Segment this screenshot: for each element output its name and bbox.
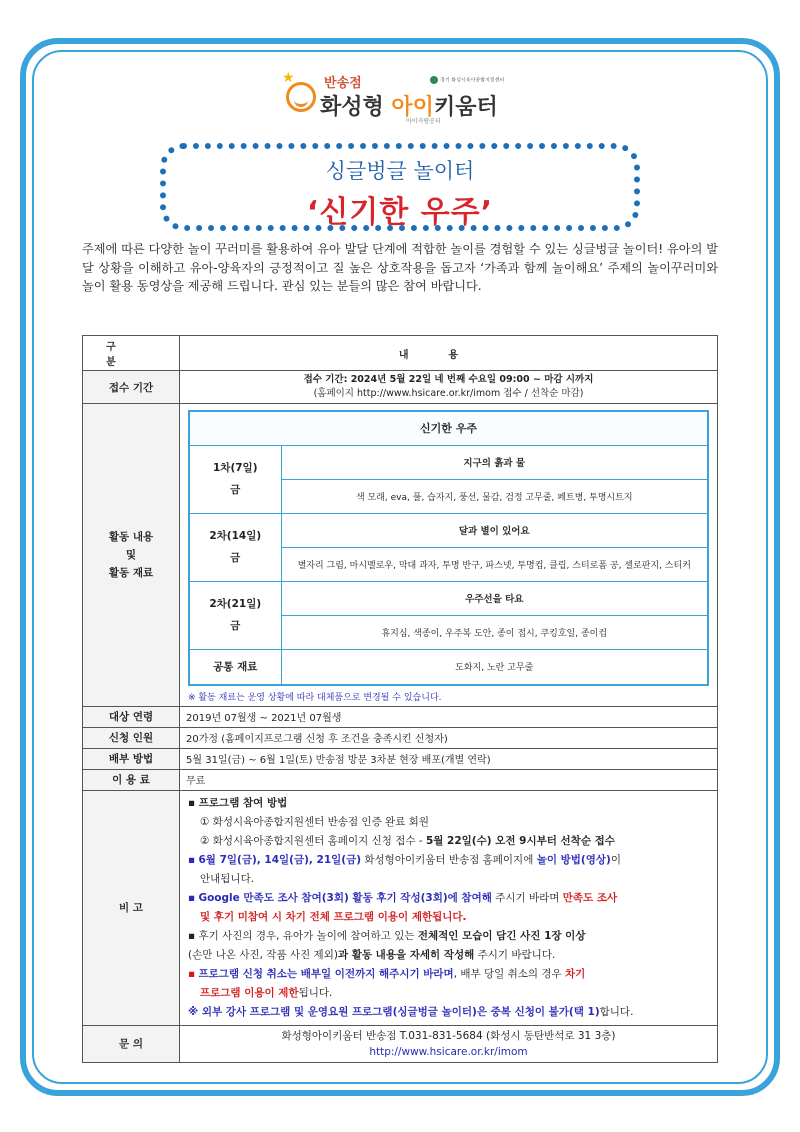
- round-materials: 별자리 그림, 마시멜로우, 막대 과자, 투명 반구, 파스넷, 투명컵, 클립, 스티로폼 공, 셀로판지, 스티커: [281, 547, 708, 581]
- table-row: [83, 706, 718, 727]
- common-label: 공통 재료: [189, 649, 281, 685]
- round-day: 금: [230, 484, 241, 496]
- title-main: ‘신기한 우주’: [306, 195, 494, 230]
- common-materials: 도화지, 노란 고무줄: [281, 649, 708, 685]
- logo-tagline: 아이자람공터: [406, 118, 441, 125]
- table-row: [83, 769, 718, 790]
- center-logo-icon: [430, 76, 438, 84]
- header-content: 내용: [180, 336, 718, 371]
- applicants-label: 신청 인원: [83, 727, 180, 748]
- round-topic: 우주선을 타요: [281, 581, 708, 615]
- remarks-label: 비 고: [83, 790, 180, 1025]
- round-topic: 지구의 흙과 물: [281, 445, 708, 479]
- remarks-content: ▪ 프로그램 참여 방법 ① 화성시육아종합지원센터 반송점 인증 완료 회원 ② 화성시육아종합지원센터 홈페이지 신청 접수 - 5월 22일(수) 오전 9시부터 선착순 접수 ▪ 6월 7일(금), 14일(금), 21일(금) 화성형아이키움터 반송점 홈페이지에 놀이 방법(영상)이 안내됩니다. ▪ Google 만족도 조사 참여(3회) 활동 후기 작성(3회)에 참여해 주시기 바라며 만족도 조사 및 후기 미참여 시 차기 전체 프로그램 이용이 제한됩니다. ▪ 후기 사진의 경우, 유아가 놀이에 참여하고 있는 전체적인 모습이 담긴 사진 1장 이상 (손만 나온 사진, 작품 사진 제외)과 활동 내용을 자세히 작성해 주시기 바랍니다. ▪ 프로그램 신청 취소는 배부일 이전까지 해주시기 바라며, 배부 당일 취소의 경우 차기 프로그램 이용이 제한됩니다. ※ 외부 강사 프로그램 및 운영요원 프로그램(싱글벙글 놀이터)은 중복 신청이 불가(택 1)합니다.: [180, 790, 718, 1025]
- distribution-value: 5월 31일(금) ~ 6월 1일(토) 반송점 방문 3차분 현장 배포(개별 연락): [180, 748, 718, 769]
- reception-site: (홈페이지 http://www.hsicare.or.kr/imom 접수 / 선착순 마감): [313, 388, 584, 399]
- activity-table: [188, 410, 709, 686]
- round-day: 금: [230, 620, 241, 632]
- star-icon: ★: [282, 70, 295, 86]
- intro-text: 주제에 따른 다양한 놀이 꾸러미를 활용하여 유아 발달 단계에 적합한 놀이를 경험할 수 있는 싱글벙글 놀이터! 유아의 발달 상황을 이해하고 유아-양육자의 긍정적이고 질 높은 상호작용을 돕고자 ‘가족과 함께 놀이해요’ 주제의 놀이꾸러미와 놀이 활용 동영상을 제공해 드립니다. 관심 있는 분들의 많은 참여 바랍니다.: [82, 242, 718, 294]
- age-label: 대상 연령: [83, 706, 180, 727]
- age-value: 2019년 07월생 ~ 2021년 07월생: [180, 706, 718, 727]
- table-row: [83, 727, 718, 748]
- smile-face-icon: [286, 82, 316, 112]
- round-label: 2차(14일): [209, 530, 262, 542]
- header-category: 구분: [83, 336, 180, 371]
- distribution-label: 배부 방법: [83, 748, 180, 769]
- activity-label-2: 및: [125, 548, 137, 561]
- round-label: 1차(7일): [213, 462, 258, 474]
- round-materials: 휴지심, 색종이, 우주복 도안, 종이 접시, 쿠킹호일, 종이컵: [281, 615, 708, 649]
- contact-url[interactable]: http://www.hsicare.or.kr/imom: [369, 1045, 528, 1058]
- title-sub: 싱글벙글 놀이터: [325, 159, 475, 183]
- table-row: [83, 748, 718, 769]
- round-day: 금: [230, 552, 241, 564]
- title-box: [160, 143, 640, 231]
- round-topic: 달과 별이 있어요: [281, 513, 708, 547]
- contact-info: 화성형아이키움터 반송점 T.031-831-5684 (화성시 동탄반석로 31 3층): [281, 1029, 616, 1042]
- reception-period: 접수 기간: 2024년 5월 22일 네 번째 수요일 09:00 ~ 마감 시까지: [303, 374, 594, 385]
- applicants-value: 20가정 (홈페이지프로그램 신청 후 조건을 충족시킨 신청자): [180, 727, 718, 748]
- logo: [280, 66, 530, 132]
- table-row: [83, 371, 718, 404]
- table-header-row: [83, 336, 718, 371]
- info-table: [82, 335, 718, 1063]
- table-row: [83, 790, 718, 1025]
- activity-note: ※ 활동 재료는 운영 상황에 따라 대체품으로 변경될 수 있습니다.: [188, 692, 442, 703]
- round-label: 2차(21일): [209, 598, 262, 610]
- fee-value: 무료: [180, 769, 718, 790]
- table-row: [83, 404, 718, 707]
- table-row: [83, 1025, 718, 1062]
- logo-branch: 반송점: [324, 76, 362, 91]
- activity-label-3: 활동 재료: [108, 566, 154, 579]
- reception-label: 접수 기간: [83, 371, 180, 404]
- fee-label: 이 용 료: [83, 769, 180, 790]
- activity-title: 신기한 우주: [189, 411, 708, 445]
- round-materials: 색 모래, eva, 풀, 습자지, 풍선, 물감, 검정 고무줄, 페트병, 투명시트지: [281, 479, 708, 513]
- logo-brand: 화성형 아이키움터: [320, 95, 498, 120]
- contact-label: 문 의: [83, 1025, 180, 1062]
- activity-label-1: 활동 내용: [108, 530, 154, 543]
- logo-center-name: 경기 화성시육아종합지원센터: [430, 76, 504, 84]
